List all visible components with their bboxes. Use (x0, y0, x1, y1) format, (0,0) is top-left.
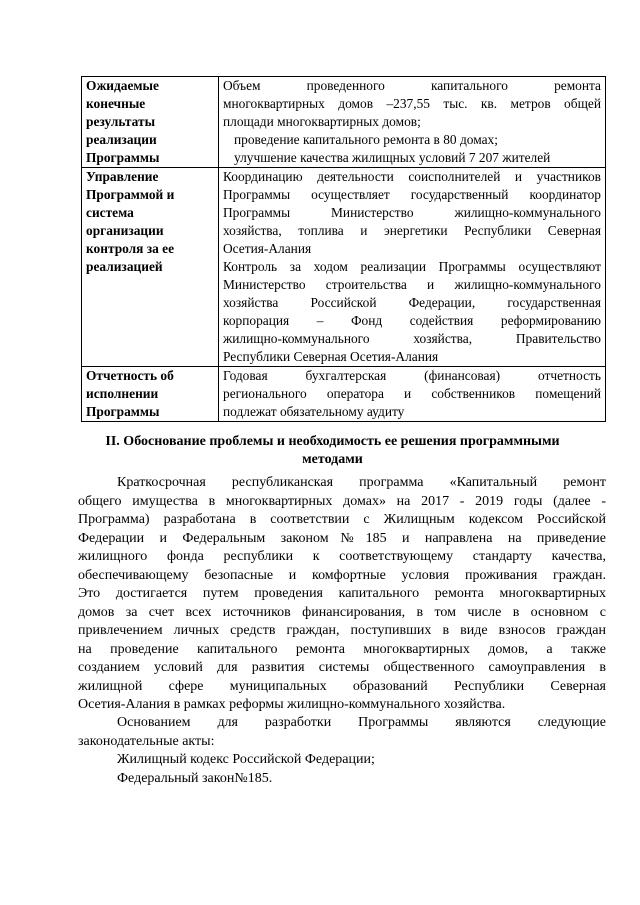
paragraph-line: общего имущества в многоквартирных домах» на 2017 - 2019 годы (далее - (78, 493, 606, 509)
label-line: реализации (86, 132, 157, 147)
value-line: Программы осуществляет государственный координатор (223, 187, 601, 202)
paragraph-line: Краткосрочная республиканская программа «Капитальный ремонт (117, 475, 606, 490)
row-label (82, 367, 219, 422)
value-line: площади многоквартирных домов; (223, 114, 421, 129)
value-line: Координацию деятельности соисполнителей и участников (223, 169, 601, 184)
value-line: Республики Северная Осетия-Алания (223, 349, 439, 364)
row-value (219, 367, 606, 422)
paragraph-basis (78, 714, 606, 751)
value-line: хозяйства Российской Федерации, государственная (223, 295, 601, 310)
paragraph-line: Осетия-Алания в рамках реформы жилищно-коммунального хозяйства. (78, 697, 506, 712)
row-value (219, 77, 606, 168)
paragraph-line: Программа) разработана в соответствии с Жилищным кодексом Российской (78, 512, 606, 527)
paragraph-line: привлечением личных средств граждан, поступивших в виде взносов граждан (78, 623, 606, 638)
row-label (82, 77, 219, 168)
paragraph-line: жилищного фонда республики к соответствующему стандарту качества, (78, 549, 606, 564)
paragraph-line: Это достигается путем проведения капитального ремонта многоквартирных (78, 586, 606, 601)
label-line: результаты (86, 114, 156, 129)
paragraph-line: на проведение капитального ремонта многоквартирных домов, а также (78, 641, 606, 657)
value-line: Осетия-Алания (223, 241, 312, 256)
label-line: Программы (86, 404, 160, 419)
row-label (82, 168, 219, 367)
value-line: подлежат обязательному аудиту (223, 404, 405, 419)
value-line: проведение капитального ремонта в 80 домах; (234, 132, 498, 147)
paragraph-line: законодательные акты: (78, 733, 215, 749)
label-line: исполнении (86, 386, 159, 401)
value-line: многоквартирных домов –237,55 тыс. кв. метров общей (223, 96, 601, 111)
label-line: Программой и (86, 187, 175, 202)
value-line: Программы Министерство жилищно-коммунального (223, 205, 601, 220)
list-item: Федеральный закон№185. (117, 770, 273, 786)
program-passport-table (81, 76, 606, 422)
value-line: корпорация – Фонд содействия реформированию (223, 313, 601, 328)
value-line: Министерство строительства и жилищно-коммунального (223, 277, 601, 292)
label-line: Ожидаемые (86, 78, 159, 93)
paragraph-rationale (78, 474, 606, 715)
value-line: регионального оператора и собственников помещений (223, 386, 601, 401)
value-line: хозяйства, топлива и энергетики Республики Северная (223, 223, 601, 238)
table-row-management (82, 168, 606, 367)
label-line: контроля за ее (86, 241, 175, 256)
value-line: улучшение качества жилищных условий 7 207 жителей (234, 150, 551, 165)
row-value (219, 168, 606, 367)
value-line: жилищно-коммунального хозяйства, Правительство (223, 331, 601, 346)
paragraph-line: Основанием для разработки Программы являются следующие (117, 715, 606, 730)
label-line: конечные (86, 96, 146, 111)
legislative-acts-list (78, 751, 606, 788)
table-row-expected-results (82, 77, 606, 168)
label-line: реализацией (86, 259, 163, 274)
label-line: организации (86, 223, 164, 238)
section-title (60, 433, 605, 469)
label-line: система (86, 205, 134, 220)
label-line: Программы (86, 150, 160, 165)
paragraph-line: обеспечивающему безопасные и комфортные условия проживания граждан. (78, 567, 606, 583)
paragraph-line: Федерации и Федеральным законом№185 и направлена на приведение (78, 530, 606, 546)
paragraph-line: домов за счет всех источников финансирования, в том числе в основном с (78, 604, 606, 620)
value-line: Контроль за ходом реализации Программы осуществляют (223, 259, 601, 274)
label-line: Управление (86, 169, 159, 184)
section-title-line: II. Обоснование проблемы и необходимость ее решения программными (105, 434, 560, 449)
table-row-reporting (82, 367, 606, 422)
paragraph-line: созданием условий для развития системы общественного самоуправления в (78, 660, 606, 675)
list-item: Жилищный кодекс Российской Федерации; (117, 752, 375, 767)
section-title-line: методами (302, 452, 363, 467)
label-line: Отчетность об (86, 368, 174, 383)
value-line: Годовая бухгалтерская (финансовая) отчетность (223, 368, 601, 383)
paragraph-line: жилищной сфере муниципальных образований Республики Северная (78, 678, 606, 694)
value-line: Объем проведенного капитального ремонта (223, 78, 601, 93)
